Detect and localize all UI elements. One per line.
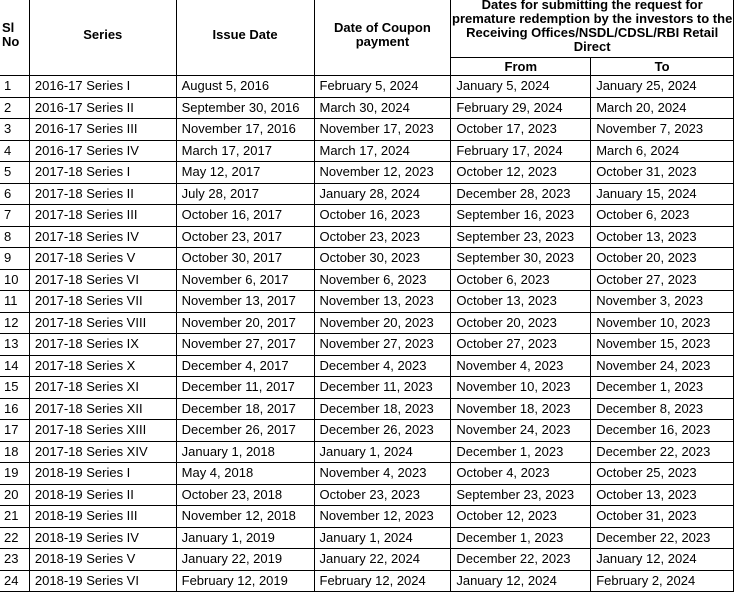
table-row [0,463,734,485]
cell-issue-date: November 12, 2018 [176,506,314,528]
cell-to-date: October 31, 2023 [591,162,734,184]
cell-coupon-date: December 4, 2023 [314,355,451,377]
cell-from-date: October 17, 2023 [451,119,591,141]
cell-from-date: October 27, 2023 [451,334,591,356]
cell-to-date: October 27, 2023 [591,269,734,291]
cell-series: 2017-18 Series VIII [29,312,176,334]
cell-coupon-date: November 20, 2023 [314,312,451,334]
cell-sl-no: 1 [0,76,29,98]
cell-to-date: December 8, 2023 [591,398,734,420]
cell-series: 2017-18 Series V [29,248,176,270]
cell-from-date: November 18, 2023 [451,398,591,420]
table-row [0,226,734,248]
cell-to-date: October 6, 2023 [591,205,734,227]
cell-sl-no: 2 [0,97,29,119]
table-row [0,291,734,313]
cell-coupon-date: October 30, 2023 [314,248,451,270]
cell-from-date: October 20, 2023 [451,312,591,334]
cell-coupon-date: October 16, 2023 [314,205,451,227]
cell-to-date: October 20, 2023 [591,248,734,270]
cell-sl-no: 16 [0,398,29,420]
cell-issue-date: December 18, 2017 [176,398,314,420]
table-row [0,570,734,592]
cell-sl-no: 4 [0,140,29,162]
cell-series: 2017-18 Series I [29,162,176,184]
table-row [0,334,734,356]
cell-series: 2017-18 Series IV [29,226,176,248]
cell-sl-no: 12 [0,312,29,334]
cell-coupon-date: February 5, 2024 [314,76,451,98]
table-row [0,162,734,184]
cell-series: 2016-17 Series II [29,97,176,119]
table-body [0,76,734,592]
cell-to-date: December 16, 2023 [591,420,734,442]
cell-sl-no: 13 [0,334,29,356]
table-row [0,183,734,205]
cell-series: 2018-19 Series I [29,463,176,485]
cell-sl-no: 20 [0,484,29,506]
cell-series: 2018-19 Series V [29,549,176,571]
cell-to-date: November 7, 2023 [591,119,734,141]
cell-coupon-date: January 1, 2024 [314,527,451,549]
cell-coupon-date: November 17, 2023 [314,119,451,141]
cell-coupon-date: November 4, 2023 [314,463,451,485]
cell-series: 2017-18 Series III [29,205,176,227]
cell-coupon-date: January 1, 2024 [314,441,451,463]
cell-sl-no: 17 [0,420,29,442]
cell-to-date: November 3, 2023 [591,291,734,313]
header-issue-date: Issue Date [176,0,314,76]
table-row [0,76,734,98]
cell-coupon-date: December 26, 2023 [314,420,451,442]
table-row [0,377,734,399]
cell-from-date: September 23, 2023 [451,484,591,506]
cell-to-date: March 6, 2024 [591,140,734,162]
cell-sl-no: 10 [0,269,29,291]
cell-from-date: January 12, 2024 [451,570,591,592]
cell-sl-no: 11 [0,291,29,313]
cell-coupon-date: November 12, 2023 [314,506,451,528]
cell-issue-date: July 28, 2017 [176,183,314,205]
cell-from-date: October 6, 2023 [451,269,591,291]
cell-series: 2017-18 Series XIII [29,420,176,442]
cell-to-date: October 13, 2023 [591,226,734,248]
cell-to-date: November 10, 2023 [591,312,734,334]
cell-from-date: November 24, 2023 [451,420,591,442]
header-to: To [591,58,734,76]
cell-from-date: January 5, 2024 [451,76,591,98]
table-row [0,420,734,442]
header-coupon-date: Date of Coupon payment [314,0,451,76]
table-row [0,248,734,270]
cell-issue-date: November 17, 2016 [176,119,314,141]
cell-issue-date: October 16, 2017 [176,205,314,227]
cell-sl-no: 5 [0,162,29,184]
cell-series: 2018-19 Series III [29,506,176,528]
table-row [0,205,734,227]
cell-from-date: September 30, 2023 [451,248,591,270]
cell-sl-no: 18 [0,441,29,463]
cell-coupon-date: November 13, 2023 [314,291,451,313]
cell-issue-date: December 4, 2017 [176,355,314,377]
cell-to-date: December 1, 2023 [591,377,734,399]
cell-from-date: November 4, 2023 [451,355,591,377]
cell-issue-date: November 13, 2017 [176,291,314,313]
cell-to-date: October 31, 2023 [591,506,734,528]
cell-issue-date: December 11, 2017 [176,377,314,399]
cell-coupon-date: January 28, 2024 [314,183,451,205]
cell-to-date: October 25, 2023 [591,463,734,485]
cell-series: 2017-18 Series XI [29,377,176,399]
table-row [0,484,734,506]
table-row [0,527,734,549]
cell-to-date: March 20, 2024 [591,97,734,119]
cell-sl-no: 24 [0,570,29,592]
cell-series: 2017-18 Series VI [29,269,176,291]
cell-from-date: October 12, 2023 [451,162,591,184]
cell-coupon-date: December 18, 2023 [314,398,451,420]
cell-sl-no: 3 [0,119,29,141]
cell-issue-date: January 22, 2019 [176,549,314,571]
cell-coupon-date: November 12, 2023 [314,162,451,184]
cell-issue-date: November 20, 2017 [176,312,314,334]
table-row [0,398,734,420]
cell-sl-no: 7 [0,205,29,227]
cell-sl-no: 22 [0,527,29,549]
cell-sl-no: 6 [0,183,29,205]
header-row [0,0,734,58]
cell-from-date: September 23, 2023 [451,226,591,248]
cell-issue-date: March 17, 2017 [176,140,314,162]
cell-from-date: December 28, 2023 [451,183,591,205]
cell-coupon-date: December 11, 2023 [314,377,451,399]
cell-issue-date: October 23, 2018 [176,484,314,506]
cell-series: 2017-18 Series X [29,355,176,377]
table-row [0,119,734,141]
cell-sl-no: 15 [0,377,29,399]
cell-issue-date: May 12, 2017 [176,162,314,184]
header-redemption-window: Dates for submitting the request for premature redemption by the investors to the Receiving Offices/NSDL/CDSL/RBI Retail Direct [451,0,734,58]
cell-sl-no: 9 [0,248,29,270]
cell-series: 2017-18 Series VII [29,291,176,313]
cell-from-date: December 22, 2023 [451,549,591,571]
table-row [0,312,734,334]
header-series: Series [29,0,176,76]
cell-from-date: October 12, 2023 [451,506,591,528]
cell-coupon-date: November 27, 2023 [314,334,451,356]
cell-series: 2017-18 Series XII [29,398,176,420]
cell-series: 2016-17 Series IV [29,140,176,162]
cell-to-date: January 25, 2024 [591,76,734,98]
header-sl-no: Sl No [0,0,29,76]
cell-issue-date: January 1, 2018 [176,441,314,463]
cell-to-date: November 24, 2023 [591,355,734,377]
cell-coupon-date: February 12, 2024 [314,570,451,592]
table-row [0,269,734,291]
cell-series: 2018-19 Series VI [29,570,176,592]
cell-to-date: January 12, 2024 [591,549,734,571]
cell-series: 2016-17 Series III [29,119,176,141]
cell-to-date: November 15, 2023 [591,334,734,356]
cell-coupon-date: March 17, 2024 [314,140,451,162]
cell-series: 2018-19 Series II [29,484,176,506]
cell-issue-date: December 26, 2017 [176,420,314,442]
table-row [0,506,734,528]
cell-sl-no: 23 [0,549,29,571]
cell-series: 2018-19 Series IV [29,527,176,549]
cell-issue-date: August 5, 2016 [176,76,314,98]
cell-sl-no: 19 [0,463,29,485]
cell-coupon-date: January 22, 2024 [314,549,451,571]
cell-issue-date: October 23, 2017 [176,226,314,248]
header-from: From [451,58,591,76]
cell-sl-no: 8 [0,226,29,248]
cell-from-date: December 1, 2023 [451,441,591,463]
cell-from-date: October 4, 2023 [451,463,591,485]
cell-issue-date: September 30, 2016 [176,97,314,119]
table-row [0,549,734,571]
cell-issue-date: November 6, 2017 [176,269,314,291]
cell-issue-date: February 12, 2019 [176,570,314,592]
cell-from-date: October 13, 2023 [451,291,591,313]
cell-coupon-date: October 23, 2023 [314,484,451,506]
cell-from-date: September 16, 2023 [451,205,591,227]
cell-from-date: December 1, 2023 [451,527,591,549]
cell-from-date: November 10, 2023 [451,377,591,399]
cell-to-date: February 2, 2024 [591,570,734,592]
cell-coupon-date: October 23, 2023 [314,226,451,248]
cell-series: 2017-18 Series IX [29,334,176,356]
table-row [0,140,734,162]
cell-coupon-date: March 30, 2024 [314,97,451,119]
table-row [0,355,734,377]
cell-series: 2017-18 Series II [29,183,176,205]
cell-issue-date: May 4, 2018 [176,463,314,485]
cell-to-date: December 22, 2023 [591,527,734,549]
cell-to-date: December 22, 2023 [591,441,734,463]
cell-to-date: January 15, 2024 [591,183,734,205]
table-row [0,441,734,463]
cell-sl-no: 21 [0,506,29,528]
cell-series: 2017-18 Series XIV [29,441,176,463]
cell-issue-date: November 27, 2017 [176,334,314,356]
cell-to-date: October 13, 2023 [591,484,734,506]
cell-sl-no: 14 [0,355,29,377]
cell-from-date: February 17, 2024 [451,140,591,162]
cell-series: 2016-17 Series I [29,76,176,98]
cell-coupon-date: November 6, 2023 [314,269,451,291]
cell-from-date: February 29, 2024 [451,97,591,119]
cell-issue-date: October 30, 2017 [176,248,314,270]
cell-issue-date: January 1, 2019 [176,527,314,549]
table-row [0,97,734,119]
